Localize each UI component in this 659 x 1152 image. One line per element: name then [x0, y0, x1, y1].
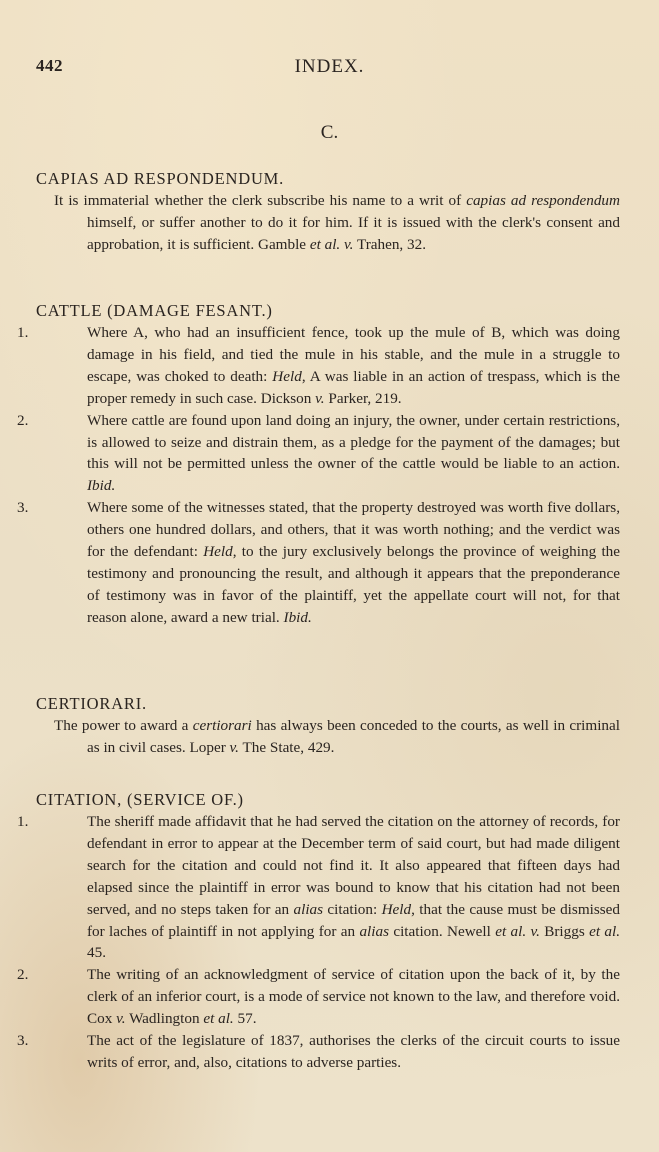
italic-text: v.: [530, 922, 540, 940]
italic-text: alias: [359, 922, 389, 940]
italic-text: alias: [293, 900, 324, 918]
italic-text: et al.: [589, 922, 621, 940]
text-run: , to the jury exclusively belongs the province of weighing the testimony and pronouncing the result, and although it appears that the preponderance of testimony was in favor of the plaintiff, yet the appellate court will not, for that reason alone, award a new trial.: [87, 543, 620, 626]
text-run: has always been conceded to the courts, as well in criminal as in civil cases. Loper: [87, 717, 620, 756]
italic-text: certiorari: [192, 717, 252, 734]
text-run: The State, 429.: [238, 738, 335, 756]
index-entry-cattle: [17, 300, 620, 629]
text-run: It is immaterial whether the clerk subscribe his name to a writ of: [54, 192, 467, 209]
entry-paragraph: 2. The writing of an acknowledgment of service of citation upon the back of it, by the clerk of an inferior court, is a mode of service not known to the law, and therefore void. Cox v. Wadlington et al. 57.: [17, 966, 620, 1028]
italic-text: Held: [203, 543, 233, 561]
entry-heading: CERTIORARI.: [36, 694, 147, 713]
italic-text: Ibid.: [283, 608, 312, 626]
italic-text: et al.: [203, 1010, 234, 1028]
entry-paragraph: 3. Where some of the witnesses stated, that the property destroyed was worth five dollars, others one hundred dollars, and others, that it was worth nothing; and the verdict was for the defendant: Held, to the jury exclusively belongs the province of weighing the testimony and pronouncing the result, and although it appears that the preponderance of testimony was in favor of the plaintiff, yet the appellate court will not, for that reason alone, award a new trial. Ibid.: [17, 499, 620, 626]
text-run: citation. Newell: [388, 922, 496, 940]
italic-text: v.: [315, 389, 325, 407]
text-run: , that the cause must be dismissed for laches of plaintiff in not applying for an: [87, 900, 621, 940]
text-run: Where some of the witnesses stated, that the property destroyed was worth five dollars, others one hundred dollars, and others, that it was worth nothing; and the verdict was for the defendant:: [87, 499, 620, 561]
entry-heading: CAPIAS AD RESPONDENDUM.: [36, 169, 285, 188]
running-title: INDEX.: [294, 56, 365, 77]
page-number: 442: [36, 56, 63, 75]
italic-text: v.: [116, 1010, 126, 1028]
text-run: , A was liable in an action of trespass, which is the proper remedy in such case. Dickson: [87, 367, 620, 407]
text-run: Briggs: [539, 922, 590, 940]
entry-heading: CATTLE (DAMAGE FESANT.): [36, 301, 273, 320]
text-run: The power to award a: [54, 717, 193, 734]
text-run: 45.: [87, 944, 106, 962]
entry-paragraph: 1. Where A, who had an insufficient fence, took up the mule of B, which was doing damage in his field, and tied the mule in his stable, and the mule in a struggle to escape, was choked to death: Held, A was liable in an action of trespass, which is the proper remedy in such case. Dickson v. Parker, 219.: [17, 324, 620, 407]
entry-paragraph: 2. Where cattle are found upon land doing an injury, the owner, under certain restrictions, is allowed to seize and distrain them, as a pledge for the payment of the damages; but this will not be permitted unless the owner of the cattle would be liable to an action. Ibid.: [17, 411, 620, 495]
italic-text: v.: [229, 738, 239, 756]
text-run: Where A, who had an insufficient fence, took up the mule of B, which was doing damage in his field, and tied the mule in his stable, and the mule in a struggle to escape, was choked to death:: [87, 324, 620, 385]
index-entry-capias: [36, 168, 620, 256]
text-run: Trahen, 32.: [353, 235, 427, 253]
text-run: Parker, 219.: [324, 389, 402, 407]
entry-paragraph: [36, 715, 620, 759]
italic-text: et al.: [495, 922, 527, 940]
italic-text: capias ad respondendum: [466, 192, 620, 209]
running-head: [0, 56, 659, 80]
index-entry-citation: [17, 789, 621, 1074]
text-run: Wadlington: [125, 1010, 204, 1028]
italic-text: Ibid.: [87, 477, 116, 495]
italic-text: Held: [381, 900, 412, 918]
italic-text: et al.: [309, 235, 341, 253]
entry-heading: CITATION, (SERVICE OF.): [36, 790, 244, 809]
index-entry-certiorari: [36, 693, 620, 759]
entry-paragraph: [36, 190, 620, 256]
section-letter: C.: [320, 122, 339, 143]
text-run: The act of the legislature of 1837, authorises the clerks of the circuit courts to issue writs of error, and, also, citations to adverse parties.: [87, 1032, 620, 1071]
text-run: 57.: [233, 1010, 257, 1028]
text-run: The sheriff made affidavit that he had served the citation on the attorney of records, for defendant in error to appear at the December term of said court, but had made diligent search for the citation and could not find it. It also appeared that fifteen days had elapsed since the plaintiff in error was bound to know that his citation had not been served, and no steps taken for an: [87, 813, 620, 918]
entry-paragraph: 1. The sheriff made affidavit that he had served the citation on the attorney of records, for defendant in error to appear at the December term of said court, but had made diligent search for the citation and could not find it. It also appeared that fifteen days had elapsed since the plaintiff in error was bound to know that his citation had not been served, and no steps taken for an alias citation: Held, that the cause must be dismissed for laches of plaintiff in not applying for an alias citation. Newell et al. v. Briggs et al. 45.: [17, 813, 621, 962]
text-run: Where cattle are found upon land doing an injury, the owner, under certain restrictions, is allowed to seize and distrain them, as a pledge for the payment of the damages; but this will not be permitted unless the owner of the cattle would be liable to an action.: [87, 411, 620, 473]
text-run: citation:: [323, 900, 382, 918]
entry-paragraph: 3. The act of the legislature of 1837, authorises the clerks of the circuit courts to issue writs of error, and, also, citations to adverse parties.: [17, 1032, 620, 1071]
italic-text: v.: [344, 235, 354, 253]
text-run: The writing of an acknowledgment of service of citation upon the back of it, by the clerk of an inferior court, is a mode of service not known to the law, and therefore void. Cox: [87, 966, 620, 1028]
text-run: himself, or suffer another to do it for him. If it is issued with the clerk's consent and approbation, it is sufficient. Gamble: [87, 213, 620, 253]
italic-text: Held: [272, 367, 302, 385]
